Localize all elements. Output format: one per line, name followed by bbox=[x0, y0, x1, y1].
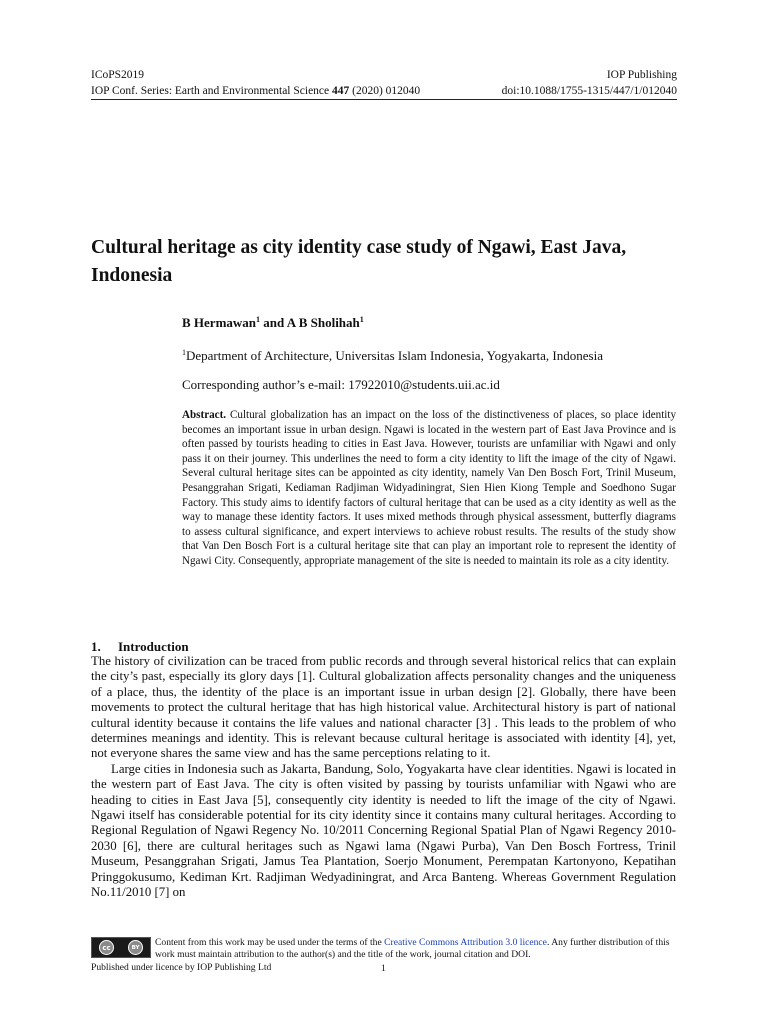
author-1: B Hermawan bbox=[182, 315, 257, 330]
license-text-before: Content from this work may be used under the terms of the bbox=[155, 937, 385, 948]
affiliation-mark: 1 bbox=[182, 348, 186, 357]
section-heading bbox=[91, 639, 189, 655]
series-suffix: (2020) 012040 bbox=[349, 85, 421, 97]
author-2-affiliation-mark: 1 bbox=[359, 315, 364, 324]
cc-by-badge[interactable] bbox=[91, 937, 151, 958]
abstract bbox=[182, 408, 676, 569]
section-title: Introduction bbox=[118, 639, 189, 654]
header-rule bbox=[91, 99, 677, 100]
paper-title: Cultural heritage as city identity case study of Ngawi, East Java, Indonesia bbox=[91, 237, 627, 286]
corresponding-email: Corresponding author’s e-mail: 17922010@students.uii.ac.id bbox=[182, 377, 500, 392]
conference-name: ICoPS2019 bbox=[91, 69, 145, 81]
affiliation bbox=[182, 348, 603, 364]
series-info bbox=[91, 84, 420, 98]
license-notice bbox=[155, 937, 677, 961]
license-text-after: . Any further distribution of this work must maintain attribution to the author(s) and the title of the work, journal citation and DOI. bbox=[155, 937, 670, 960]
abstract-text: Cultural globalization has an impact on the loss of the distinctiveness of places, so place identity becomes an important issue in urban design. Ngawi is located in the western part of East Java Province and is often passed by tourists heading to cities in East Java. However, tourists are unfamiliar with Ngawi and only pass it on their journey. This underlines the need to form a city identity to lift the image of the city of Ngawi. Several cultural heritage sites can be appointed as city identity, namely Van Den Bosch Fort, Trinil Museum, Pesanggrahan Srigati, Kediaman Radjiman Widyadiningrat, Sien Hien Kiong Temple and Soedhono Sugar Factory. This study aims to identify factors of cultural heritage that can be used as a city identity as well as the way to manage these identity factors. It uses mixed methods through physical assessment, butterfly diagrams to assess cultural significance, and expert interviews to achieve robust results. The results of the study show that Van Den Bosch Fort is a cultural heritage site that can play an important role to represent the identity of Ngawi City. Consequently, appropriate management of the site is needed to maintain its role as a city identity. bbox=[182, 409, 676, 567]
published-under: Published under licence by IOP Publishing Ltd bbox=[91, 962, 272, 973]
license-link[interactable]: Creative Commons Attribution 3.0 licence bbox=[384, 937, 547, 948]
affiliation-text: Department of Architecture, Universitas Islam Indonesia, Yogyakarta, Indonesia bbox=[186, 348, 603, 363]
publisher-name: IOP Publishing bbox=[606, 69, 677, 81]
abstract-label: Abstract. bbox=[182, 409, 227, 421]
author-separator: and bbox=[260, 315, 287, 330]
volume-number: 447 bbox=[332, 85, 350, 97]
paragraph-2: Large cities in Indonesia such as Jakarta, Bandung, Solo, Yogyakarta have clear identities. Ngawi is located in the western part of East Java. The city is often visited by passing by tourists unfamiliar with Ngawi who are heading to cities in East Java [5], consequently city identity is needed to lift the image of the city of Ngawi. Ngawi itself has considerable potential for its city identity since it contains many cultural heritages. According to Regional Regulation of Ngawi Regency No. 10/2011 Concerning Regional Spatial Plan of Ngawi Regency 2010-2030 [6], there are cultural heritages such as Ngawi lama (Ngawi Purba), Van Den Bosch Fortress, Trinil Museum, Pesanggrahan Srigati, Jamus Tea Plantation, Soerjo Monument, Perempatan Kartonyono, Kepatihan Pringgokusumo, Kediman Krt. Radjiman Wedyadiningrat, and Arca Banteng. Whereas Government Regulation No.11/2010 [7] on bbox=[91, 761, 676, 900]
author-1-affiliation-mark: 1 bbox=[256, 315, 261, 324]
attribution-icon: BY bbox=[128, 940, 143, 955]
paragraph-1: The history of civilization can be traced from public records and through several historical relics that can explain the city’s past, especially its glory days [1]. Cultural globalization affects personality changes and the uniqueness of a place, thus, the identity of the place is an important issue in urban design [2]. Globally, there have been movements to protect the cultural heritage that has high historical value. Architectural history is part of national cultural identity because it contains the life values and national character [3] . This leads to the problem of who determines meanings and identity. This is relevant because cultural heritage is associated with identity [4], yet, not everyone shares the same view and has the same perceptions relating to it. bbox=[91, 654, 676, 761]
body-text bbox=[91, 654, 676, 901]
running-header-bottom bbox=[91, 84, 677, 98]
author-2: A B Sholihah bbox=[286, 315, 360, 330]
page-number: 1 bbox=[381, 963, 386, 974]
series-prefix: IOP Conf. Series: Earth and Environmental Science bbox=[91, 85, 333, 97]
section-number: 1. bbox=[91, 639, 101, 654]
author-list bbox=[182, 315, 364, 331]
doi[interactable]: doi:10.1088/1755-1315/447/1/012040 bbox=[501, 85, 677, 97]
running-header-top bbox=[91, 68, 677, 82]
cc-icon: cc bbox=[99, 940, 114, 955]
